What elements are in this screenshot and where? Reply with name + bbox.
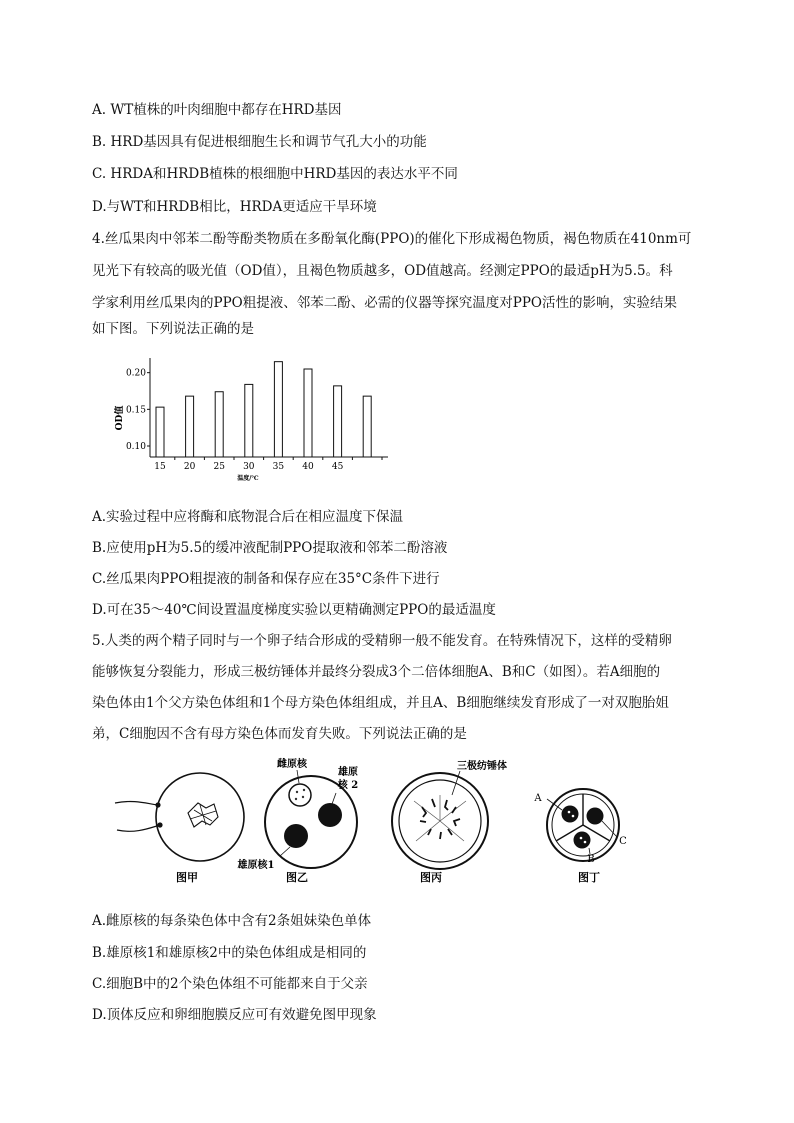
figure-jia (115, 773, 244, 884)
q4-stem-line-3: 学家利用丝瓜果肉的PPO粗提液、邻苯二酚、必需的仪器等探究温度对PPO活性的影响，实验结果 (92, 295, 677, 311)
label-female-pronucleus: 雌原核 (277, 759, 307, 770)
chart-bar (215, 392, 223, 457)
q4-option-d: D.可在35～40℃间设置温度梯度实验以更精确测定PPO的最适温度 (92, 602, 496, 618)
caption-bing: 图丙 (420, 871, 442, 884)
od-bar-chart (110, 350, 400, 485)
chart-bar (304, 369, 312, 457)
q4-option-c: C.丝瓜果肉PPO粗提液的制备和保存应在35°C条件下进行 (92, 571, 440, 587)
q5-option-d: D.顶体反应和卵细胞膜反应可有效避免图甲现象 (92, 1007, 377, 1023)
chart-x-tick-label: 30 (243, 462, 255, 472)
fertilization-figure (110, 755, 670, 895)
q4-stem-line-1: 4.丝瓜果肉中邻苯二酚等酚类物质在多酚氧化酶(PPO)的催化下形成褐色物质，褐色物质在410nm可 (92, 231, 692, 247)
chart-bar (274, 362, 282, 457)
chart-x-tick-label: 45 (331, 462, 344, 472)
q5-stem-line-1: 5.人类的两个精子同时与一个卵子结合形成的受精卵一般不能发育。在特殊情况下，这样的受精卵 (92, 633, 672, 649)
chart-bar (334, 386, 342, 457)
q4-option-a: A.实验过程中应将酶和底物混合后在相应温度下保温 (92, 509, 404, 525)
caption-ding: 图丁 (578, 871, 600, 884)
chart-bar (363, 396, 371, 457)
figure-ding (533, 789, 627, 884)
q3-option-b: B. HRD基因具有促进根细胞生长和调节气孔大小的功能 (92, 134, 427, 150)
figure-bing (392, 759, 507, 884)
q4-stem-line-2: 见光下有较高的吸光值（OD值），且褐色物质越多，OD值越高。经测定PPO的最适pH为5.5。科 (92, 263, 673, 279)
chart-x-tick-label: 25 (213, 462, 225, 472)
chart-x-tick-label: 20 (183, 462, 196, 472)
chart-y-label: OD值 (115, 405, 125, 431)
chart-x-tick-label: 35 (272, 462, 285, 472)
label-tripolar-spindle: 三极纺锤体 (457, 761, 507, 772)
q4-option-b: B.应使用pH为5.5的缓冲液配制PPO提取液和邻苯二酚溶液 (92, 540, 448, 556)
q5-stem-line-3: 染色体由1个父方染色体组和1个母方染色体组组成，并且A、B细胞继续发育形成了一对双胞胎姐 (92, 695, 669, 711)
chart-x-ticks (154, 457, 382, 472)
caption-yi: 图乙 (286, 871, 308, 884)
q3-option-d: D.与WT和HRDB相比，HRDA更适应干旱环境 (92, 199, 377, 215)
label-cell-a: A (534, 793, 542, 804)
caption-jia: 图甲 (176, 871, 198, 884)
q5-option-a: A.雌原核的每条染色体中含有2条姐妹染色单体 (92, 913, 372, 929)
chart-bars (156, 362, 371, 457)
chart-y-tick-label: 0.15 (125, 405, 146, 416)
q3-option-a: A. WT植株的叶肉细胞中都存在HRD基因 (92, 102, 342, 118)
q5-stem-line-2: 能够恢复分裂能力，形成三极纺锤体并最终分裂成3个二倍体细胞A、B和C（如图）。若A细胞的 (92, 664, 661, 680)
q4-stem-line-4: 如下图。下列说法正确的是 (92, 321, 254, 337)
chart-bar (156, 407, 164, 457)
chart-bar (186, 396, 194, 457)
label-cell-b: B (587, 854, 595, 865)
q5-option-b: B.雄原核1和雄原核2中的染色体组成是相同的 (92, 945, 367, 961)
chart-bar (245, 384, 253, 457)
chart-x-label: 温度/℃ (237, 475, 259, 482)
label-male-pronucleus-1: 雄原核1 (237, 860, 275, 871)
chart-y-tick-label: 0.20 (125, 368, 146, 379)
q5-stem-line-4: 弟，C细胞因不含有母方染色体而发育失败。下列说法正确的是 (92, 726, 467, 742)
chart-y-tick-label: 0.10 (125, 442, 146, 452)
chart-x-tick-label: 15 (154, 462, 166, 472)
chart-y-ticks (126, 369, 150, 452)
figure-yi (238, 757, 359, 884)
label-male-pronucleus-2-line2: 核 2 (337, 780, 359, 791)
label-cell-c: C (619, 836, 627, 847)
q3-option-c: C. HRDA和HRDB植株的根细胞中HRD基因的表达水平不同 (92, 166, 458, 182)
chart-x-tick-label: 40 (302, 462, 314, 472)
q5-option-c: C.细胞B中的2个染色体组不可能都来自于父亲 (92, 976, 368, 992)
label-male-pronucleus-2-line1: 雄原 (338, 767, 358, 778)
